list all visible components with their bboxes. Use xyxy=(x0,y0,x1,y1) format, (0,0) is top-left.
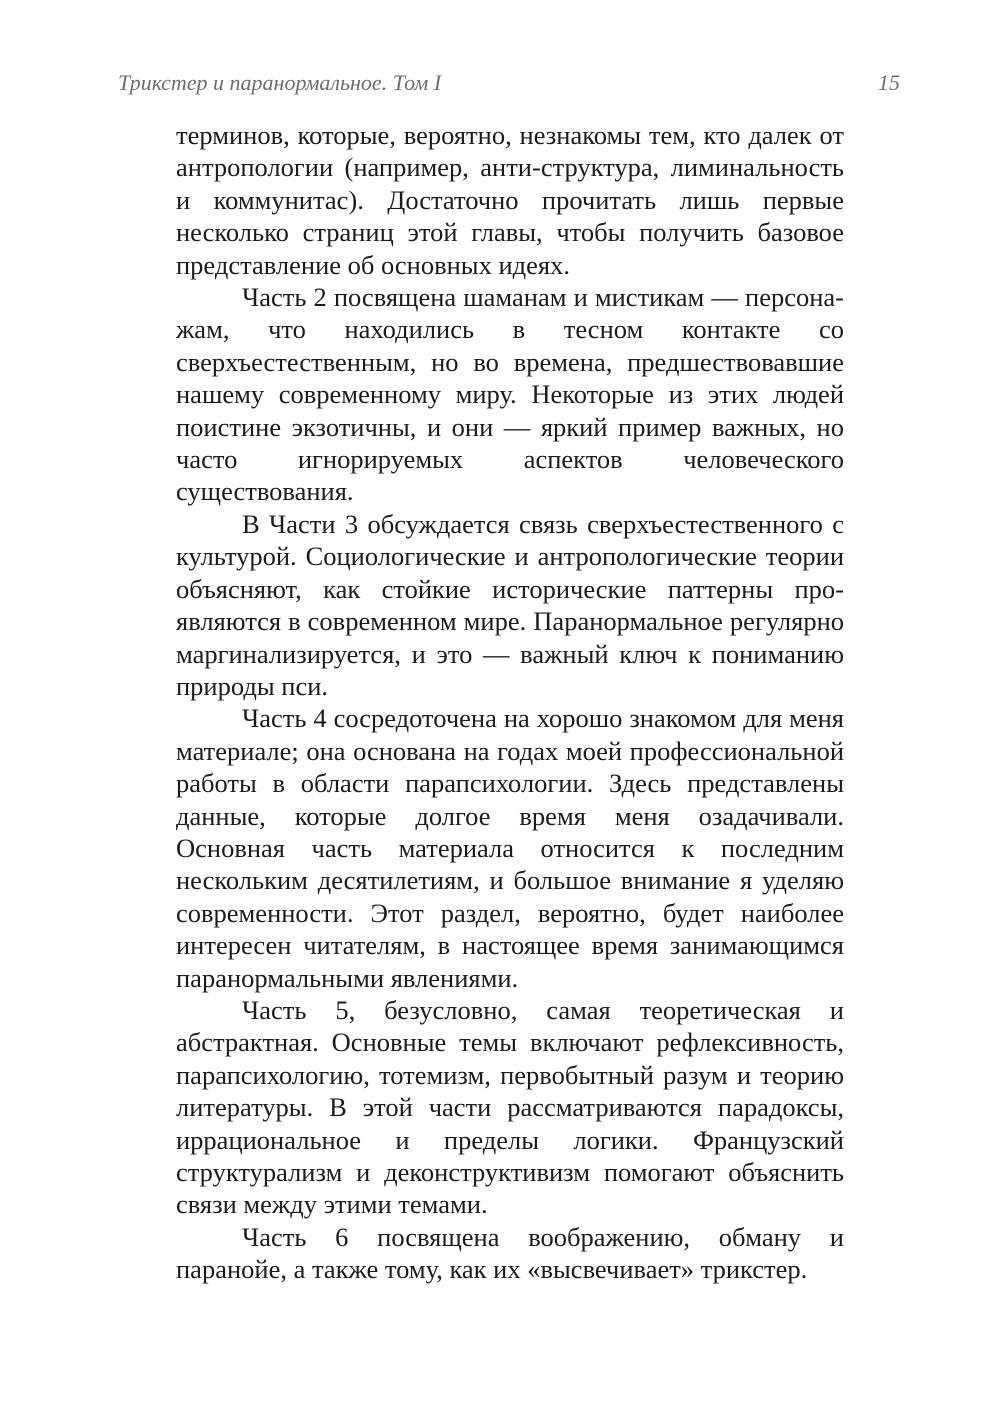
body-text xyxy=(176,119,844,1286)
paragraph-part-5: Часть 5, безусловно, самая теоретическая и абстрактная. Основные темы включают рефлексивность, парапсихологию, тотемизм, первобытный разум и теорию литературы. В этой части рассматриваются парадоксы, иррациональное и пределы логики. Французский структурализм и деконструктивизм помогают объяснить связи между этими темами. xyxy=(176,994,844,1220)
page-number: 15 xyxy=(878,70,900,95)
paragraph-part-3: В Части 3 обсуждается связь сверхъестественного с культурой. Социологические и антропологические теории объясняют, как стойкие исторические паттерны проявляются в современном мире. Паранормальное регулярно маргинализируется, и это — важный ключ к пониманию природы пси. xyxy=(176,508,844,701)
paragraph-part-6: Часть 6 посвящена воображению, обману и паранойе, а также тому, как их «высвечивает» трикстер. xyxy=(176,1221,844,1285)
paragraph-part-2: Часть 2 посвящена шаманам и мистикам — персонажам, что находились в тесном контакте со сверхъестественным, но во времена, предшествовавшие нашему современному миру. Некоторые из этих людей поистине экзотичны, и они — яркий пример важных, но часто игнорируемых аспектов человеческого существования. xyxy=(176,282,844,507)
paragraph-continuation: терминов, которые, вероятно, незнакомы тем, кто далек от антропологии (например, анти-структура, лиминальность и коммунитас). Достаточно прочитать лишь первые несколько страниц этой главы, чтобы получить базовое представление об основных идеях. xyxy=(176,120,844,280)
paragraph-part-4: Часть 4 сосредоточена на хорошо знакомом для меня материале; она основана на годах моей профессиональной работы в области парапсихологии. Здесь представлены данные, которые долгое время меня озадачивали. Основная часть материала относится к последним нескольким десятилетиям, и большое внимание я уделяю современности. Этот раздел, вероятно, будет наиболее интересен читателям, в настоящее время занимающимся паранормальными явлениями. xyxy=(176,703,844,993)
running-title: Трикстер и паранормальное. Том I xyxy=(118,70,442,95)
running-header xyxy=(118,70,900,104)
